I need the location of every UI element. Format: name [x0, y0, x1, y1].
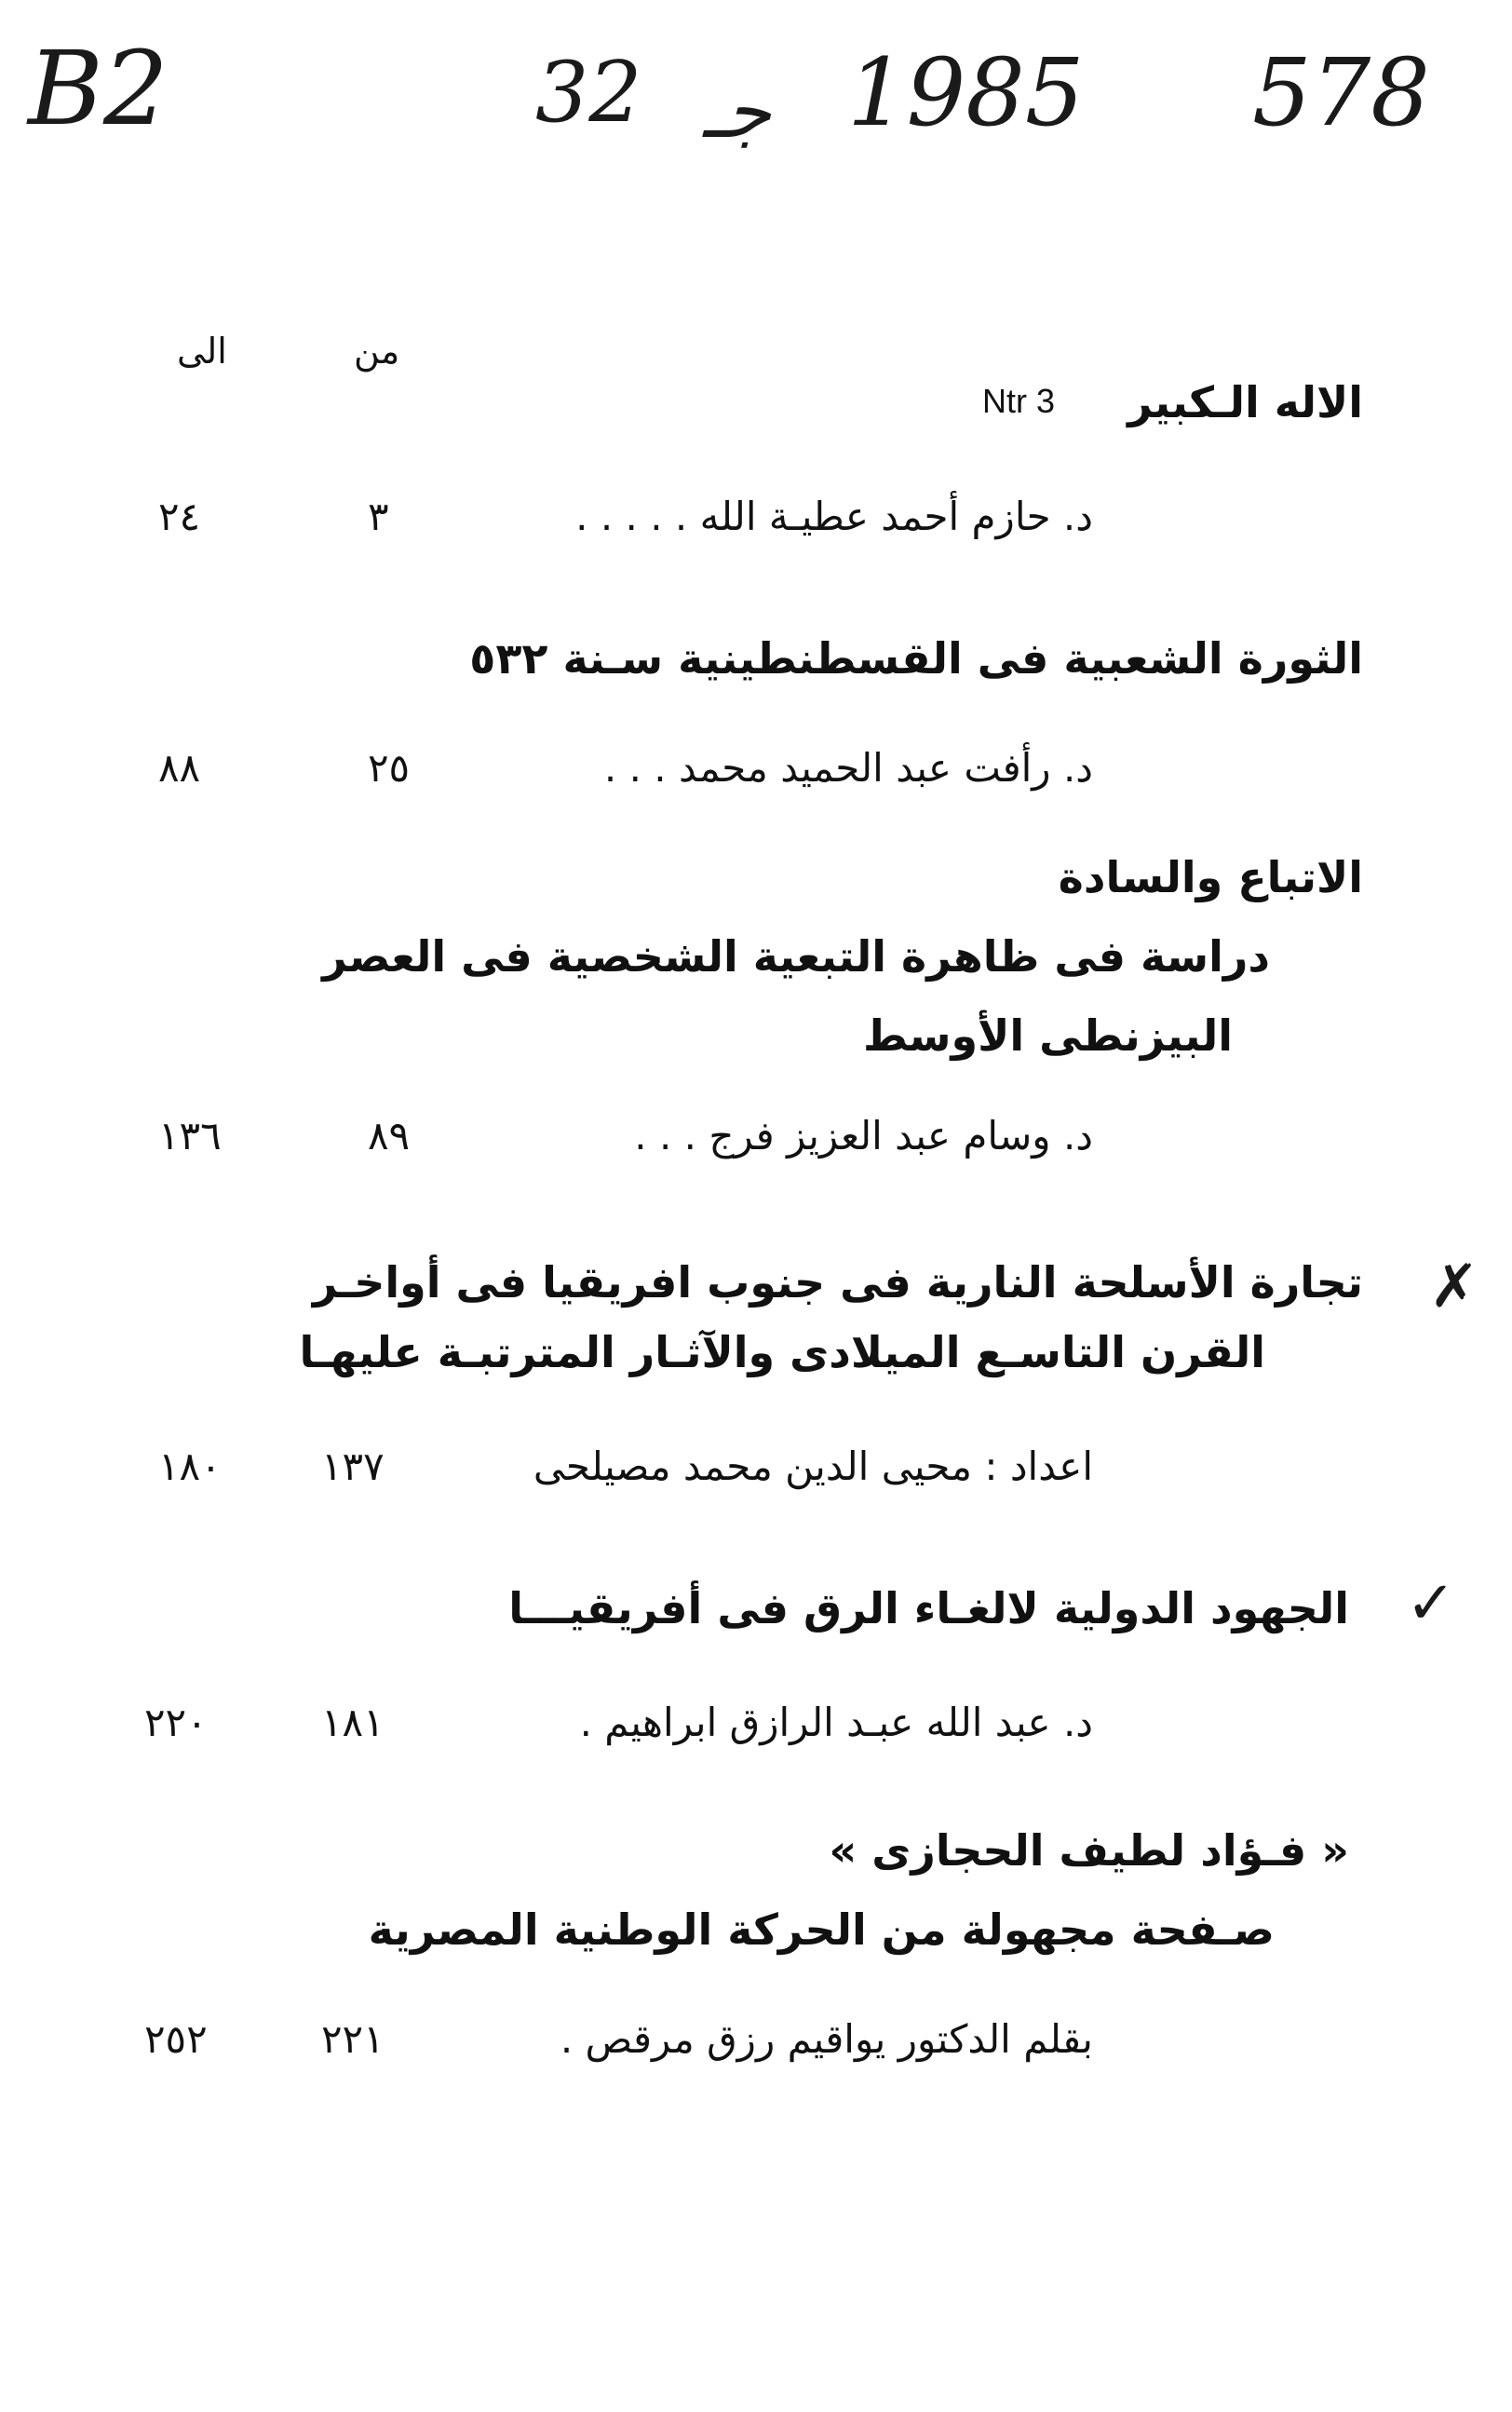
handwritten-year: 1985: [847, 38, 1085, 147]
entry-title-line: البيزنطى الأوسط: [863, 1010, 1233, 1061]
entry-page-to: ٢٢٠: [144, 1700, 208, 1745]
entry-title-line: صـفحة مجهولة من الحركة الوطنية المصرية: [368, 1904, 1275, 1955]
entry-page-from: ٢٥: [368, 745, 411, 791]
entry-page-to: ١٨٠: [158, 1443, 222, 1489]
entry-page-from: ٣: [368, 494, 389, 539]
x-mark-icon: ✗: [1429, 1253, 1479, 1321]
entry-page-to: ٢٤: [158, 494, 201, 539]
check-mark-icon: ✓: [1406, 1569, 1456, 1638]
entry-page-to: ٨٨: [158, 745, 201, 791]
entry-page-from: ٢٢١: [321, 2016, 385, 2062]
entry-author: بقلم الدكتور يواقيم رزق مرقص .: [560, 2016, 1093, 2062]
handwritten-volume: 32: [535, 44, 642, 142]
entry-title: الجهود الدولية لالغـاء الرق فى أفريقيـــا: [508, 1583, 1349, 1633]
entry-author: د. عبد الله عبـد الرازق ابراهيم .: [579, 1700, 1093, 1745]
entry-author: اعداد : محيى الدين محمد مصيلحى: [533, 1443, 1093, 1489]
entry-title: الثورة الشعبية فى القسطنطينية سـنة ٥٣٢: [469, 633, 1363, 684]
entry-title: الاتباع والسادة: [1058, 852, 1363, 902]
entry-page-to: ١٣٦: [158, 1113, 222, 1159]
handwritten-number: 578: [1252, 38, 1430, 147]
entry-title: « فـؤاد لطيف الحجازى »: [829, 1825, 1349, 1876]
entry-page-from: ١٨١: [321, 1700, 385, 1745]
column-header-to: الى: [177, 331, 227, 372]
stamp-note: Ntr 3: [982, 382, 1056, 420]
column-header-from: من: [354, 331, 400, 372]
handwritten-ref-code: B2: [28, 29, 169, 148]
entry-author: د. رأفت عبد الحميد محمد . . .: [603, 745, 1093, 791]
entry-page-from: ٨٩: [368, 1113, 411, 1159]
entry-author: د. حازم أحمد عطيـة الله . . . . .: [575, 494, 1093, 539]
entry-title-line: القرن التاسـع الميلادى والآثـار المترتبـة عليهـا: [299, 1327, 1265, 1377]
entry-title: تجارة الأسلحة النارية فى جنوب افريقيا فى أواخـر: [312, 1257, 1363, 1308]
entry-author: د. وسام عبد العزيز فرج . . .: [634, 1113, 1093, 1159]
entry-title-line: دراسة فى ظاهرة التبعية الشخصية فى العصر: [322, 931, 1270, 982]
handwritten-g-mark: جـ: [703, 68, 771, 155]
entry-page-from: ١٣٧: [321, 1443, 385, 1489]
entry-page-to: ٢٥٢: [144, 2016, 208, 2062]
entry-title: الاله الـكبير: [1127, 377, 1363, 427]
